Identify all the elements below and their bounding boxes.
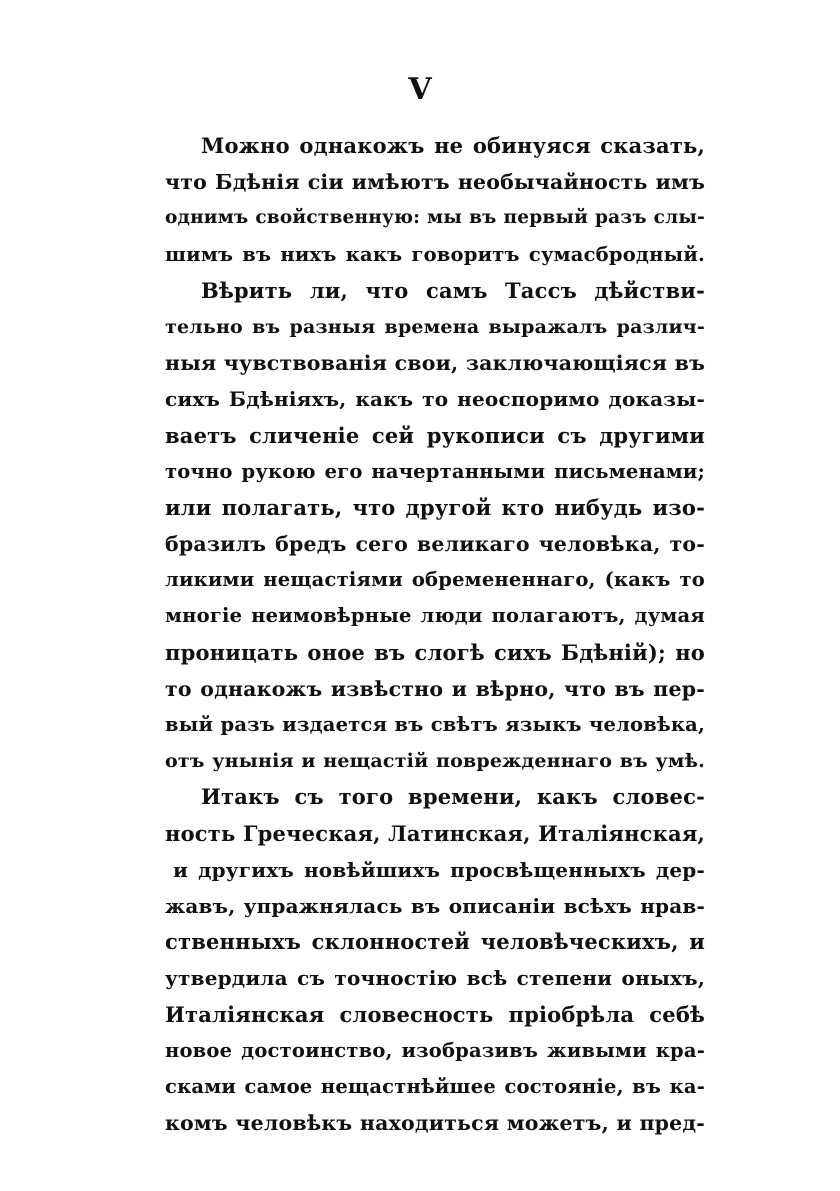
- text-line: тельно въ разныя времена выражалъ различ-: [165, 315, 705, 338]
- text-line: сихъ Бдѣніяхъ, какъ то неоспоримо доказы-: [165, 387, 705, 412]
- text-line: сками самое нещастнѣйшее состояніе, въ ка-: [165, 1074, 705, 1098]
- text-line: многіе неимовѣрные люди полагаютъ, думая: [165, 604, 705, 628]
- text-line: Можно однакожъ не обинуяся сказать,: [201, 133, 705, 158]
- text-line: вый разъ издается въ свѣтъ языкъ человѣка,: [165, 713, 705, 736]
- text-line: ликими нещастіями обремененнаго, (какъ то: [165, 568, 705, 592]
- text-line: то однакожъ извѣстно и вѣрно, что въ пер-: [165, 676, 705, 701]
- text-line: ныя чувствованія свои, заключающіяся въ: [165, 351, 705, 376]
- text-line: и другихъ новѣйшихъ просвѣщенныхъ дер-: [173, 857, 705, 882]
- text-line: ственныхъ склонностей человѣческихъ, и: [165, 929, 705, 955]
- text-line: проницать оное въ слогѣ сихъ Бдѣній); но: [165, 639, 705, 665]
- text-line: Италіянская словесность пріобрѣла себѣ: [165, 1001, 705, 1027]
- text-line: ность Греческая, Латинская, Италіянская,: [165, 820, 706, 846]
- text-line: шимъ въ нихъ какъ говоритъ сумасбродный.: [165, 242, 705, 266]
- text-line: комъ человѣкъ находиться можетъ, и пред-: [165, 1111, 705, 1136]
- text-line: утвердила съ точностію всѣ степени оныхъ,: [165, 966, 705, 991]
- text-line: однимъ свойственную: мы въ первый разъ слы-: [165, 207, 705, 229]
- body-text: [165, 128, 705, 1141]
- text-line: Итакъ съ того времени, какъ словес-: [201, 784, 705, 810]
- text-line: точно рукою его начертанными письменами;: [165, 459, 705, 483]
- text-line: Вѣрить ли, что самъ Тассъ дѣйстви-: [201, 277, 705, 303]
- text-line: что Бдѣнія сіи имѣютъ необычайность имъ: [165, 170, 705, 195]
- text-line: отъ унынія и нещастій поврежденнаго въ умѣ.: [165, 750, 705, 773]
- text-line: жавъ, упражнялась въ описаніи всѣхъ нрав-: [165, 893, 705, 918]
- text-line: ваетъ сличеніе сей рукописи съ другими: [165, 422, 705, 448]
- text-line: бразилъ бредъ сего великаго человѣка, то-: [165, 532, 705, 557]
- text-line: или полагать, что другой кто нибудь изо-: [165, 494, 705, 520]
- text-line: новое достоинство, изобразивъ живыми кра-: [165, 1038, 705, 1062]
- page-number: V: [408, 72, 432, 107]
